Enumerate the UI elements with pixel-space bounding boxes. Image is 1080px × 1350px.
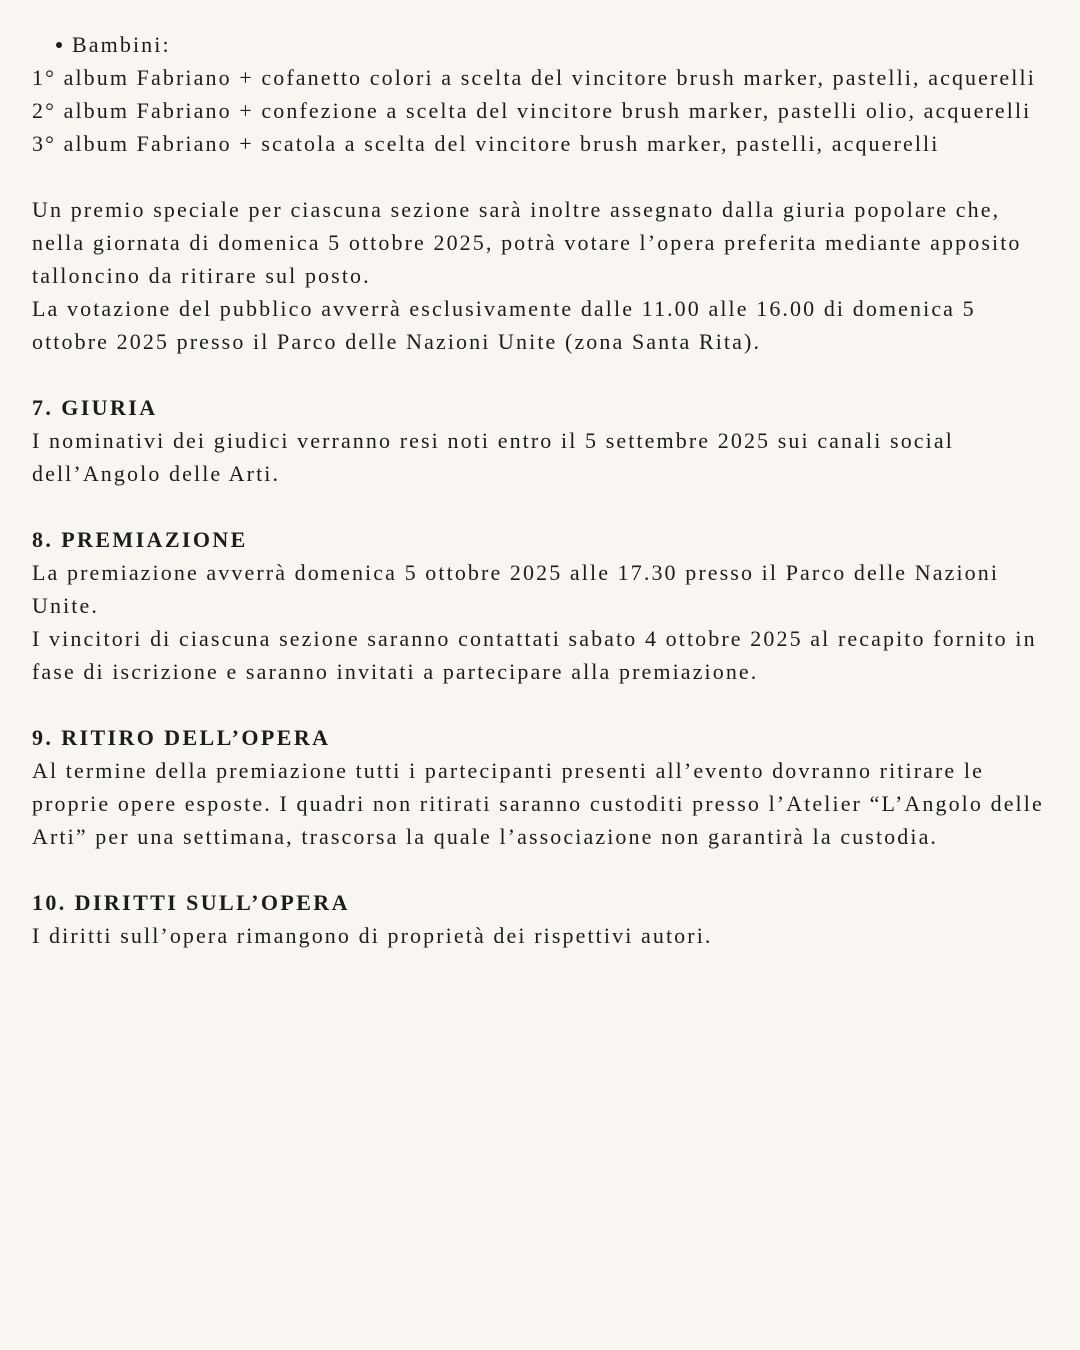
bambini-label: Bambini:: [32, 28, 1056, 61]
prize-first: 1° album Fabriano + cofanetto colori a scelta del vincitore brush marker, pastelli, acquerelli: [32, 65, 1036, 90]
prize-second: 2° album Fabriano + confezione a scelta del vincitore brush marker, pastelli olio, acquerelli: [32, 98, 1032, 123]
spacer: [32, 688, 1056, 721]
prize-third: 3° album Fabriano + scatola a scelta del vincitore brush marker, pastelli, acquerelli: [32, 131, 940, 156]
document-page: [32, 28, 1056, 952]
spacer: [32, 358, 1056, 391]
premiazione-paragraph-2: I vincitori di ciascuna sezione saranno contattati sabato 4 ottobre 2025 al recapito fornito in fase di iscrizione e saranno invitati a partecipare alla premiazione.: [32, 626, 1037, 684]
diritti-paragraph: I diritti sull’opera rimangono di proprietà dei rispettivi autori.: [32, 923, 713, 948]
section-heading-giuria: 7. GIURIA: [32, 395, 158, 420]
section-heading-diritti: 10. DIRITTI SULL’OPERA: [32, 890, 350, 915]
prize-list: [32, 28, 1056, 61]
giuria-paragraph: I nominativi dei giudici verranno resi noti entro il 5 settembre 2025 sui canali social dell’Angolo delle Arti.: [32, 428, 954, 486]
special-prize-paragraph: Un premio speciale per ciascuna sezione sarà inoltre assegnato dalla giuria popolare che, nella giornata di domenica 5 ottobre 2025, potrà votare l’opera preferita mediante apposito talloncino da ritirare sul posto.: [32, 197, 1022, 288]
spacer: [32, 160, 1056, 193]
spacer: [32, 853, 1056, 886]
public-vote-paragraph: La votazione del pubblico avverrà esclusivamente dalle 11.00 alle 16.00 di domenica 5 ottobre 2025 presso il Parco delle Nazioni Unite (zona Santa Rita).: [32, 296, 976, 354]
ritiro-paragraph: Al termine della premiazione tutti i partecipanti presenti all’evento dovranno ritirare le proprie opere esposte. I quadri non ritirati saranno custoditi presso l’Atelier “L’Angolo delle Arti” per una settimana, trascorsa la quale l’associazione non garantirà la custodia.: [32, 758, 1044, 849]
section-heading-premiazione: 8. PREMIAZIONE: [32, 527, 248, 552]
section-heading-ritiro: 9. RITIRO DELL’OPERA: [32, 725, 331, 750]
spacer: [32, 490, 1056, 523]
premiazione-paragraph-1: La premiazione avverrà domenica 5 ottobre 2025 alle 17.30 presso il Parco delle Nazioni Unite.: [32, 560, 1000, 618]
